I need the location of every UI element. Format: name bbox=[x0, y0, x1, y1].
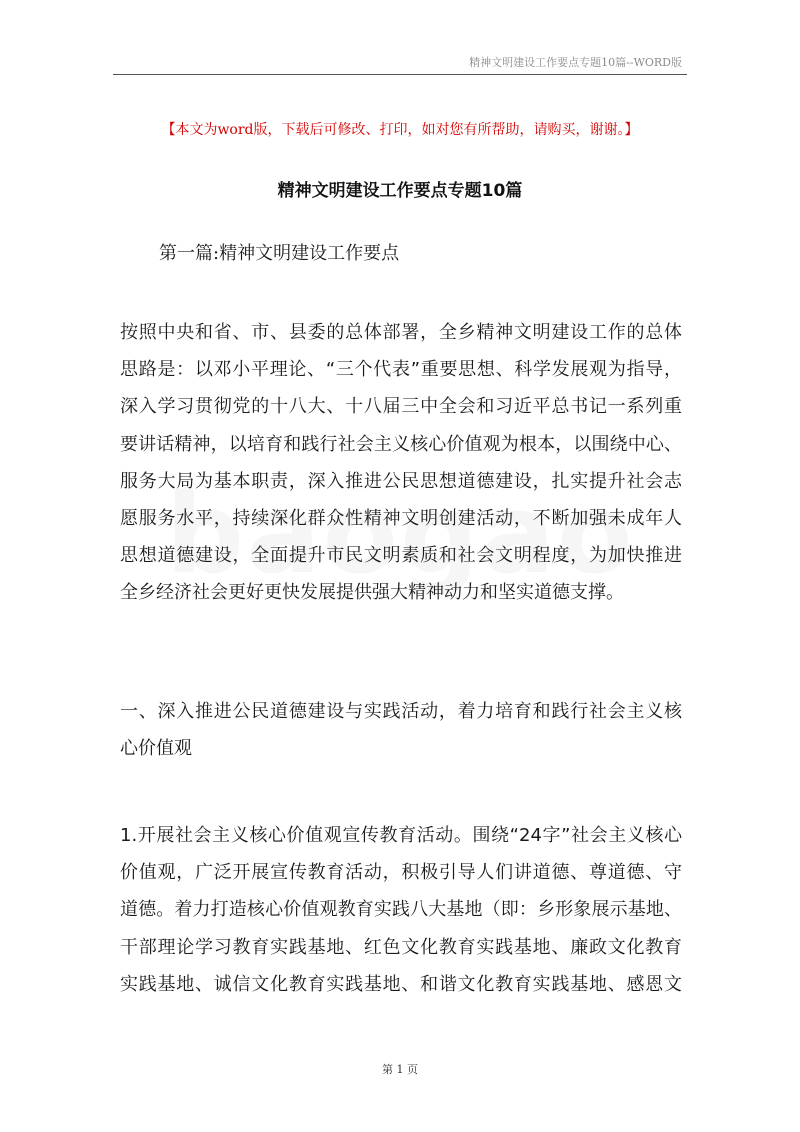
paragraph-line: 全乡经济社会更好更快发展提供强大精神动力和坚实道德支撑。 bbox=[120, 582, 624, 604]
document-title: 精神文明建设工作要点专题10篇 bbox=[277, 181, 523, 201]
paragraph-line: 思想道德建设，全面提升市民文明素质和社会文明程度，为加快推进 bbox=[120, 545, 682, 567]
paragraph-section-one-heading bbox=[120, 693, 682, 767]
running-header-title: 精神文明建设工作要点专题10篇--WORD版 bbox=[469, 56, 682, 69]
section-subtitle: 第一篇:精神文明建设工作要点 bbox=[159, 243, 400, 264]
paragraph-line: 价值观，广泛开展宣传教育活动，积极引导人们讲道德、尊道德、守 bbox=[120, 862, 682, 884]
paragraph-line: 心价值观 bbox=[120, 738, 192, 760]
paragraph-line: 一、深入推进公民道德建设与实践活动，着力培育和践行社会主义核 bbox=[120, 701, 682, 722]
paragraph-line: 思路是：以邓小平理论、“三个代表”重要思想、科学发展观为指导， bbox=[120, 359, 682, 381]
paragraph-line: 干部理论学习教育实践基地、红色文化教育实践基地、廉政文化教育 bbox=[120, 936, 682, 958]
paragraph-line: 按照中央和省、市、县委的总体部署，全乡精神文明建设工作的总体 bbox=[120, 322, 682, 343]
paragraph-line: 愿服务水平，持续深化群众性精神文明创建活动，不断加强未成年人 bbox=[120, 508, 682, 530]
header-divider bbox=[113, 74, 687, 75]
paragraph-line: 1.开展社会主义核心价值观宣传教育活动。围绕“24字”社会主义核心 bbox=[120, 825, 682, 846]
paragraph-line: 服务大局为基本职责，深入推进公民思想道德建设，扎实提升社会志 bbox=[120, 470, 682, 492]
page-number: 第 1 页 bbox=[382, 1063, 418, 1076]
paragraph-item-one bbox=[120, 817, 682, 1003]
paragraph-line: 要讲话精神，以培育和践行社会主义核心价值观为根本，以围绕中心、 bbox=[120, 433, 682, 455]
paragraph-line: 道德。着力打造核心价值观教育实践八大基地（即：乡形象展示基地、 bbox=[120, 899, 682, 921]
paragraph-line: 深入学习贯彻党的十八大、十八届三中全会和习近平总书记一系列重 bbox=[120, 396, 682, 418]
paragraph-line: 实践基地、诚信文化教育实践基地、和谐文化教育实践基地、感恩文 bbox=[120, 973, 682, 995]
paragraph-overview bbox=[120, 314, 682, 612]
purchase-notice: 【本文为word版，下载后可修改、打印，如对您有所帮助，请购买，谢谢。】 bbox=[161, 122, 639, 138]
